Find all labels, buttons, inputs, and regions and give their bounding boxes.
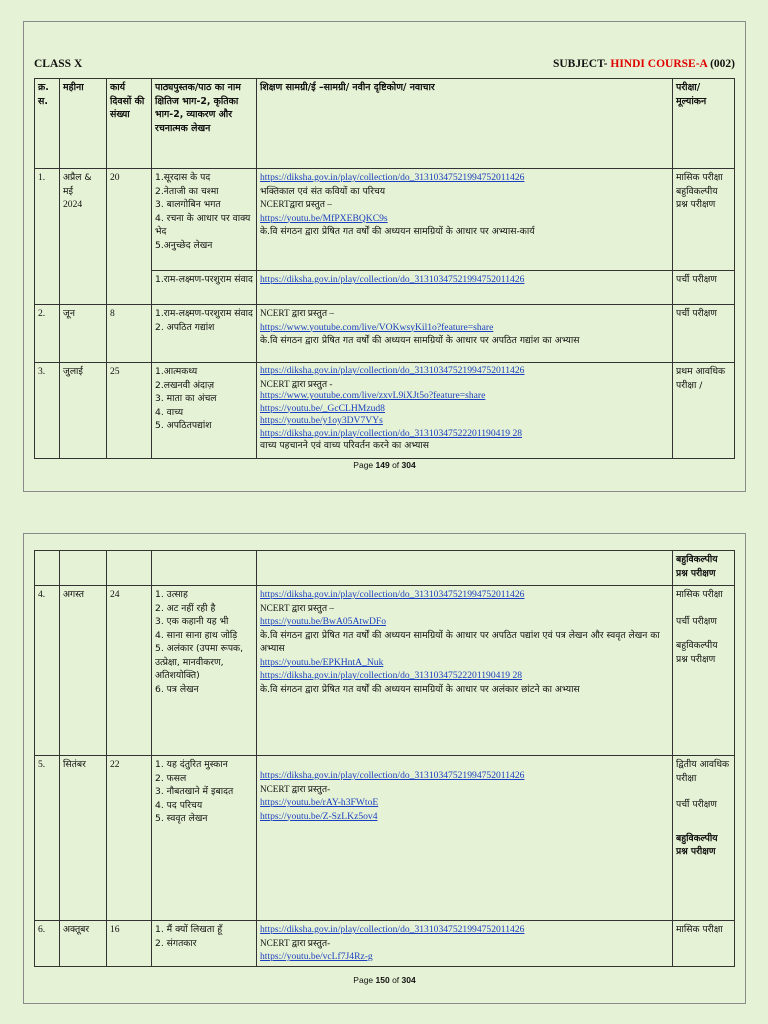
page-header	[34, 58, 735, 74]
header-month: महीना	[60, 79, 107, 169]
diksha-link[interactable]: https://diksha.gov.in/play/collection/do_31310347521994752011426	[260, 589, 525, 600]
syllabus-table-2	[34, 550, 735, 967]
page-number: Page 150 of 304	[353, 975, 416, 985]
row-month: जून	[60, 305, 107, 363]
row-material: https://diksha.gov.in/play/collection/do_31310347521994752011426 भक्तिकाल एवं संत कवियों का परिचय NCERTद्वारा प्रस्तुत – https://youtu.be/MfPXEBQKC9s के.वि संगठन द्वारा प्रेषित गत वर्षों की अध्ययन सामग्रियों के आधार पर अभ्यास-कार्य	[257, 169, 673, 271]
header-days: कार्य दिवसों की संख्या	[107, 79, 152, 169]
row-material: NCERT द्वारा प्रस्तुत – https://www.youtube.com/live/VOKwsyKil1o?feature=share के.वि संगठन द्वारा प्रेषित गत वर्षों की अध्ययन सामग्रियों के आधार पर अपठित गद्यांश का अभ्यास	[257, 305, 673, 363]
page-149	[23, 21, 746, 492]
row-days: 24	[107, 586, 152, 756]
row-exam: पर्ची परीक्षण	[673, 305, 735, 363]
row-days: 8	[107, 305, 152, 363]
row-sno: 5.	[35, 756, 60, 921]
page-number: Page 149 of 304	[353, 460, 416, 470]
row-month: अप्रैल & मई 2024	[60, 169, 107, 305]
row-material: https://diksha.gov.in/play/collection/do_31310347521994752011426 NCERT द्वारा प्रस्तुत - https://www.youtube.com/live/zxvL9iXJt5o?feature=share https://youtu.be/_GcCLHMzud8 https://youtu.be/y1oy3DV7VYs https://diksha.gov.in/play/collection/do_31310347522201190419 28 वाच्य पहचानने एवं वाच्य परिवर्तन करने का अभ्यास	[257, 363, 673, 459]
subject-label: SUBJECT- HINDI COURSE-A (002)	[552, 58, 735, 70]
youtube-link[interactable]: https://youtu.be/y1oy3DV7VYs	[260, 415, 383, 426]
row-days: 20	[107, 169, 152, 305]
row-material: https://diksha.gov.in/play/collection/do_31310347521994752011426 NCERT द्वारा प्रस्तुत- https://youtu.be/vcLf7J4Rz-g	[257, 921, 673, 967]
row-topics: 1.राम-लक्ष्मण-परशुराम संवाद 2. अपठित गद्यांश	[152, 305, 257, 363]
youtube-link[interactable]: https://youtu.be/Z-SzLKz5ov4	[260, 810, 378, 822]
syllabus-table-1	[34, 78, 735, 459]
row-exam: मासिक परीक्षा बहुविकल्पीय प्रश्न परीक्षण	[673, 169, 735, 271]
row-material: https://diksha.gov.in/play/collection/do_31310347521994752011426 NCERT द्वारा प्रस्तुत- https://youtu.be/rAY-h3FWtoE https://youtu.be/Z-SzLKz5ov4	[257, 756, 673, 921]
table-row	[35, 363, 735, 459]
youtube-link[interactable]: https://youtu.be/rAY-h3FWtoE	[260, 797, 379, 808]
row-topics: 1.राम-लक्ष्मण-परशुराम संवाद	[152, 271, 257, 305]
row-days: 25	[107, 363, 152, 459]
youtube-link[interactable]: https://www.youtube.com/live/zxvL9iXJt5o?feature=share	[260, 390, 486, 401]
row-month: अगस्त	[60, 586, 107, 756]
table-row	[35, 921, 735, 967]
row-material	[257, 271, 673, 305]
row-sno: 1.	[35, 169, 60, 305]
row-exam: बहुविकल्पीय प्रश्न परीक्षण	[673, 551, 735, 586]
row-exam: प्रथम आवधिक परीक्षा /	[673, 363, 735, 459]
row-month: सितंबर	[60, 756, 107, 921]
youtube-link[interactable]: https://youtu.be/vcLf7J4Rz-g	[260, 951, 373, 962]
header-book: पाठ्यपुस्तक/पाठ का नाम क्षितिज भाग-2, कृतिका भाग-2, व्याकरण और रचनात्मक लेखन	[152, 79, 257, 169]
row-days: 16	[107, 921, 152, 967]
row-exam: पर्ची परीक्षण	[673, 271, 735, 305]
row-month: अक्तूबर	[60, 921, 107, 967]
youtube-link[interactable]: https://www.youtube.com/live/VOKwsyKil1o?feature=share	[260, 321, 494, 333]
row-exam: मासिक परीक्षा पर्ची परीक्षण बहुविकल्पीय प्रश्न परीक्षण	[673, 586, 735, 756]
diksha-link[interactable]: https://diksha.gov.in/play/collection/do_31310347522201190419 28	[260, 670, 523, 681]
row-material: https://diksha.gov.in/play/collection/do_31310347521994752011426 NCERT द्वारा प्रस्तुत – https://youtu.be/BwA05AtwDFo के.वि संगठन द्वारा प्रेषित गत वर्षों की अध्ययन सामग्रियों के आधार पर अपठित पद्यांश एवं पत्र लेखन और स्ववृत लेखन का अभ्यास https://youtu.be/EPKHntA_Nuk https://diksha.gov.in/play/collection/do_31310347522201190419 28 के.वि संगठन द्वारा प्रेषित गत वर्षों की अध्ययन सामग्रियों के आधार पर अलंकार छांटने का अभ्यास	[257, 586, 673, 756]
row-topics: 1. यह दंतुरित मुस्कान 2. फसल 3. नौबतखाने में इबादत 4. पद परिचय 5. स्ववृत लेखन	[152, 756, 257, 921]
table-row	[35, 586, 735, 756]
header-sno: क्र. स.	[35, 79, 60, 169]
row-exam: द्वितीय आवधिक परीक्षा पर्ची परीक्षण बहुविकल्पीय प्रश्न परीक्षण	[673, 756, 735, 921]
diksha-link[interactable]: https://diksha.gov.in/play/collection/do_31310347521994752011426	[260, 770, 525, 781]
table-row	[35, 305, 735, 363]
table-row	[35, 756, 735, 921]
diksha-link[interactable]: https://diksha.gov.in/play/collection/do_31310347521994752011426	[260, 172, 525, 183]
table-row-continued	[35, 551, 735, 586]
row-sno: 4.	[35, 586, 60, 756]
youtube-link[interactable]: https://youtu.be/MfPXEBQKC9s	[260, 212, 388, 224]
row-topics: 1. उत्साह 2. अट नहीं रही है 3. एक कहानी यह भी 4. साना साना हाथ जोड़ि 5. अलंकार (उपमा रूपक, उत्प्रेक्षा, मानवीकरण, अतिशयोक्ति) 6. पत्र लेखन	[152, 586, 257, 756]
youtube-link[interactable]: https://youtu.be/_GcCLHMzud8	[260, 402, 385, 414]
page-150	[23, 533, 746, 1004]
diksha-link[interactable]: https://diksha.gov.in/play/collection/do_31310347521994752011426	[260, 274, 525, 285]
subject-name: HINDI COURSE-A	[610, 58, 708, 70]
youtube-link[interactable]: https://youtu.be/EPKHntA_Nuk	[260, 656, 384, 668]
row-sno: 6.	[35, 921, 60, 967]
header-exam: परीक्षा/ मूल्यांकन	[673, 79, 735, 169]
row-sno: 2.	[35, 305, 60, 363]
row-days: 22	[107, 756, 152, 921]
row-sno: 3.	[35, 363, 60, 459]
class-label: CLASS X	[34, 58, 83, 70]
table-header-row	[35, 79, 735, 169]
diksha-link[interactable]: https://diksha.gov.in/play/collection/do_31310347521994752011426	[260, 365, 525, 376]
header-material: शिक्षण सामग्री/ई –सामग्री/ नवीन दृष्टिकोण/ नवाचार	[257, 79, 673, 169]
row-topics: 1.आत्मकथ्य 2.लखनवी अंदाज़ 3. माता का अंचल 4. वाच्य 5. अपठितपद्यांश	[152, 363, 257, 459]
youtube-link[interactable]: https://youtu.be/BwA05AtwDFo	[260, 616, 387, 627]
table-row	[35, 169, 735, 271]
row-topics: 1. मैं क्यों लिखता हूँ 2. संगतकार	[152, 921, 257, 967]
diksha-link[interactable]: https://diksha.gov.in/play/collection/do_31310347521994752011426	[260, 924, 525, 935]
row-exam: मासिक परीक्षा	[673, 921, 735, 967]
row-topics: 1.सूरदास के पद 2.नेताजी का चश्मा 3. बालगोबिन भगत 4. रचना के आधार पर वाक्य भेद 5.अनुच्छेद लेखन	[152, 169, 257, 271]
diksha-link[interactable]: https://diksha.gov.in/play/collection/do_31310347522201190419 28	[260, 427, 523, 439]
row-month: जुलाई	[60, 363, 107, 459]
